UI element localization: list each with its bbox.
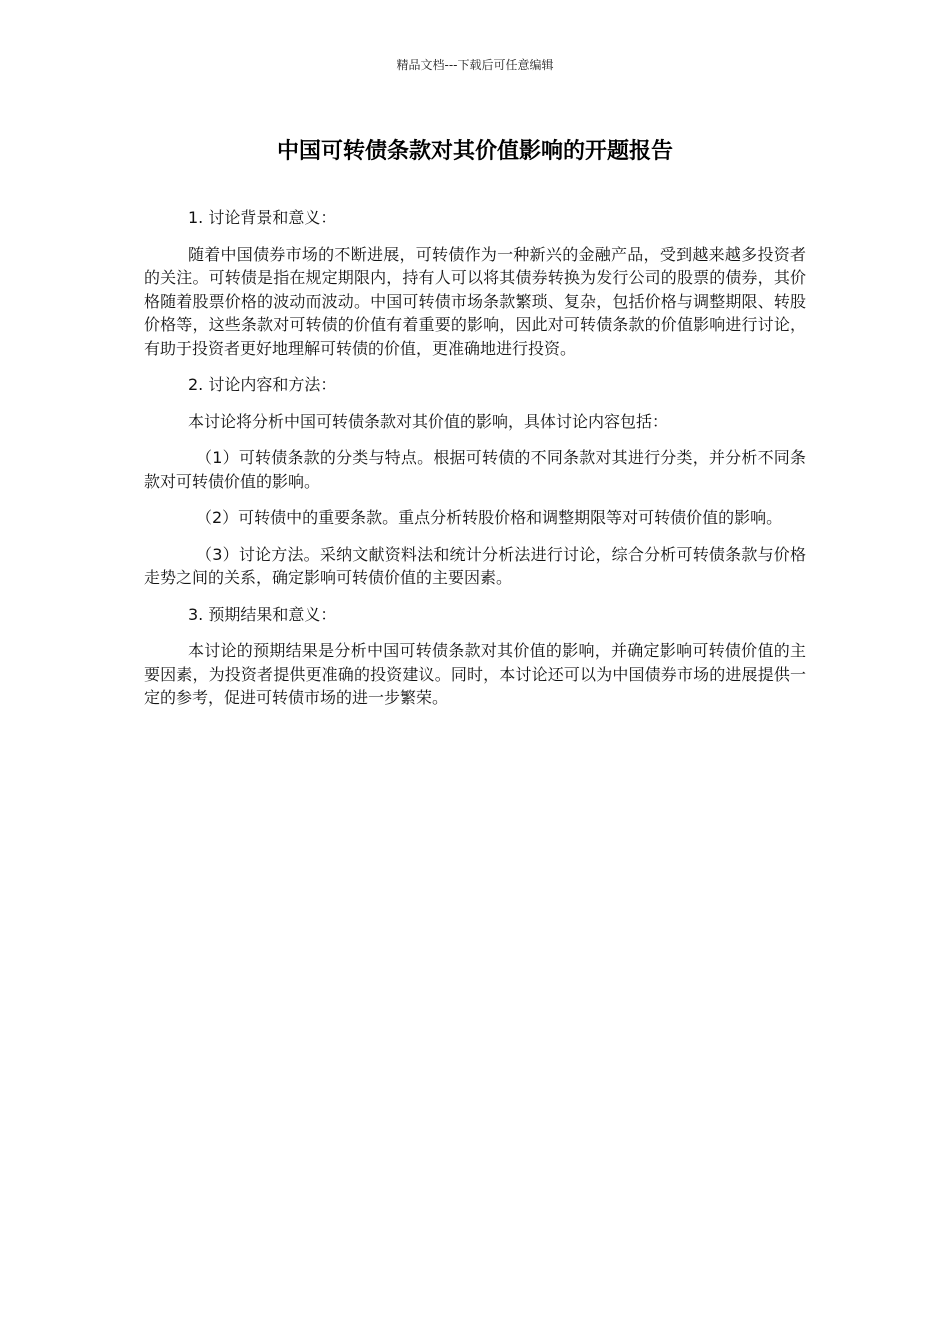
section-heading-background: 1. 讨论背景和意义：: [188, 208, 337, 227]
document-title: 中国可转债条款对其价值影响的开题报告: [276, 139, 673, 164]
paragraph-background: 随着中国债券市场的不断进展，可转债作为一种新兴的金融产品，受到越来越多投资者的关注。可转债是指在规定期限内，持有人可以将其债券转换为发行公司的股票的债券，其价格随着股票价格的波动而波动。中国可转债市场条款繁琐、复杂，包括价格与调整期限、转股价格等，这些条款对可转债的价值有着重要的影响，因此对可转债条款的价值影响进行讨论，有助于投资者更好地理解可转债的价值，更准确地进行投资。: [144, 244, 806, 358]
list-item-classification: （1）可转债条款的分类与特点。根据可转债的不同条款对其进行分类，并分析不同条款对可转债价值的影响。: [144, 448, 806, 491]
paragraph-expected-results: 本讨论的预期结果是分析中国可转债条款对其价值的影响，并确定影响可转债价值的主要因素，为投资者提供更准确的投资建议。同时，本讨论还可以为中国债券市场的进展提供一定的参考，促进可转债市场的进一步繁荣。: [144, 641, 806, 707]
list-item-key-terms: （2）可转债中的重要条款。重点分析转股价格和调整期限等对可转债价值的影响。: [196, 508, 783, 527]
list-item-method: （3）讨论方法。采纳文献资料法和统计分析法进行讨论，综合分析可转债条款与价格走势之间的关系，确定影响可转债价值的主要因素。: [144, 544, 806, 587]
section-heading-expected-results: 3. 预期结果和意义：: [188, 604, 337, 624]
section-heading-content-method: 2. 讨论内容和方法：: [188, 375, 337, 394]
paragraph-content-intro: 本讨论将分析中国可转债条款对其价值的影响，具体讨论内容包括：: [188, 411, 669, 431]
page-header-watermark: 精品文档---下载后可任意编辑: [396, 58, 554, 72]
document-body: [144, 206, 806, 710]
